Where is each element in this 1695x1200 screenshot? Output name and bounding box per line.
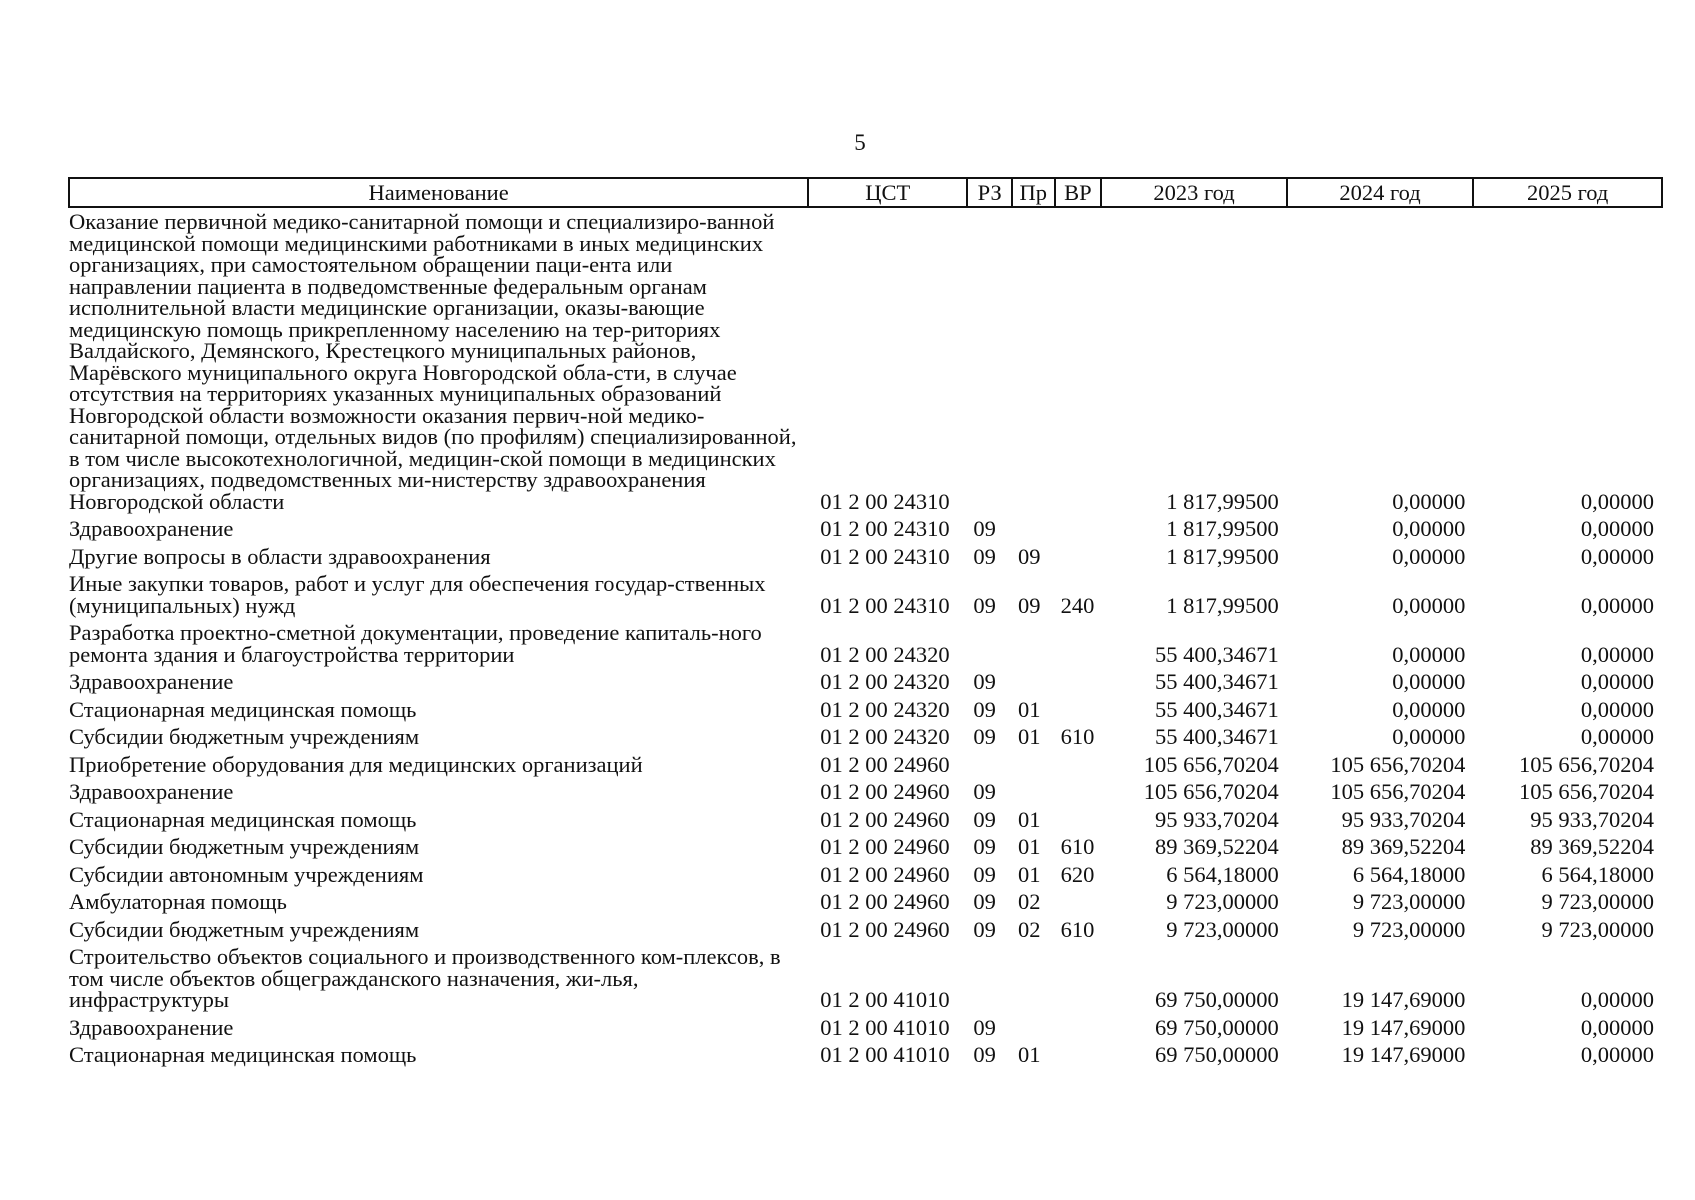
row-value-2025: 6 564,18000	[1541, 861, 1654, 887]
budget-table	[68, 177, 1663, 1069]
row-vr	[1055, 515, 1102, 543]
row-value-2024: 0,00000	[1392, 516, 1466, 541]
row-rz	[967, 619, 1012, 668]
row-vr	[1055, 778, 1102, 806]
row-rz: 09	[973, 543, 996, 569]
table-row	[69, 778, 1662, 806]
table-row	[69, 723, 1662, 751]
row-pr	[1012, 668, 1055, 696]
row-vr	[1055, 619, 1102, 668]
table-body	[69, 207, 1662, 1069]
row-name: Субсидии бюджетным учреждениям	[69, 916, 420, 942]
row-rz: 09	[973, 806, 996, 832]
row-value-2023: 105 656,70204	[1143, 779, 1279, 804]
row-cst: 01 2 00 24320	[820, 696, 950, 722]
row-value-2024: 9 723,00000	[1352, 889, 1466, 914]
row-cst: 01 2 00 24960	[820, 861, 950, 887]
row-value-2024: 0,00000	[1392, 592, 1466, 618]
row-value-2024: 0,00000	[1392, 669, 1466, 694]
row-vr	[1055, 751, 1102, 779]
row-cst: 01 2 00 24310	[820, 488, 950, 514]
row-cst: 01 2 00 24960	[820, 806, 950, 832]
row-vr	[1055, 806, 1102, 834]
row-vr	[1055, 888, 1102, 916]
row-cst: 01 2 00 24310	[820, 516, 950, 541]
row-value-2025: 0,00000	[1580, 488, 1654, 514]
row-value-2023: 1 817,99500	[1166, 592, 1279, 618]
table-row	[69, 570, 1662, 619]
row-rz	[967, 207, 1012, 515]
row-value-2025: 0,00000	[1580, 724, 1654, 749]
row-value-2024: 19 147,69000	[1341, 1014, 1466, 1040]
row-rz: 09	[973, 779, 996, 804]
row-value-2025: 9 723,00000	[1541, 889, 1654, 914]
row-value-2024: 0,00000	[1392, 724, 1466, 749]
row-value-2024: 6 564,18000	[1352, 861, 1466, 887]
row-name: Приобретение оборудования для медицинских организаций	[69, 751, 643, 777]
row-pr	[1012, 751, 1055, 779]
row-value-2023: 105 656,70204	[1143, 751, 1279, 777]
header-name: Наименование	[69, 178, 808, 207]
row-vr	[1055, 668, 1102, 696]
row-name: Здравоохранение	[69, 516, 234, 541]
row-value-2024: 105 656,70204	[1330, 779, 1466, 804]
header-row	[69, 178, 1662, 207]
row-value-2025: 0,00000	[1580, 641, 1654, 667]
row-name: Стационарная медицинская помощь	[69, 1042, 417, 1067]
table-row	[69, 207, 1662, 515]
row-rz: 09	[973, 916, 996, 942]
row-value-2024: 19 147,69000	[1341, 1042, 1466, 1067]
table-row	[69, 696, 1662, 724]
row-name: Здравоохранение	[69, 779, 234, 804]
row-pr: 01	[1018, 696, 1041, 722]
row-value-2025: 89 369,52204	[1530, 834, 1654, 859]
row-cst: 01 2 00 24960	[820, 779, 950, 804]
row-rz: 09	[973, 516, 996, 541]
row-value-2023: 69 750,00000	[1155, 987, 1279, 1012]
row-value-2025: 0,00000	[1580, 592, 1654, 618]
row-value-2024: 105 656,70204	[1330, 751, 1466, 777]
row-rz	[967, 751, 1012, 779]
row-vr: 240	[1060, 592, 1095, 618]
row-pr: 09	[1018, 543, 1041, 569]
table-row	[69, 916, 1662, 944]
row-rz: 09	[973, 861, 996, 887]
row-value-2023: 69 750,00000	[1155, 1014, 1279, 1040]
row-pr: 01	[1018, 724, 1041, 749]
row-value-2024: 89 369,52204	[1341, 834, 1466, 859]
row-vr	[1055, 696, 1102, 724]
row-rz: 09	[973, 592, 996, 618]
row-value-2024: 9 723,00000	[1352, 916, 1466, 942]
row-value-2025: 0,00000	[1580, 669, 1654, 694]
row-value-2023: 69 750,00000	[1155, 1042, 1279, 1067]
row-pr: 02	[1018, 889, 1041, 914]
row-value-2023: 55 400,34671	[1155, 724, 1279, 749]
row-vr	[1055, 207, 1102, 515]
row-value-2024: 95 933,70204	[1341, 806, 1466, 832]
row-pr: 01	[1018, 1042, 1041, 1067]
row-pr	[1012, 619, 1055, 668]
row-name: Субсидии бюджетным учреждениям	[69, 724, 420, 749]
row-value-2023: 9 723,00000	[1166, 916, 1279, 942]
row-name: Субсидии автономным учреждениям	[69, 861, 424, 887]
header-2025: 2025 год	[1473, 178, 1662, 207]
table-row	[69, 888, 1662, 916]
row-pr: 01	[1018, 806, 1041, 832]
row-rz: 09	[973, 889, 996, 914]
row-name: Строительство объектов социального и производственного ком-плексов, в том числе объектов общегражданского назначения, жи-лья, инфраструктуры	[69, 944, 781, 1012]
row-rz: 09	[973, 696, 996, 722]
row-value-2023: 55 400,34671	[1155, 696, 1279, 722]
row-value-2023: 1 817,99500	[1166, 488, 1279, 514]
row-cst: 01 2 00 24960	[820, 916, 950, 942]
table-row	[69, 543, 1662, 571]
row-name: Другие вопросы в области здравоохранения	[69, 543, 491, 569]
row-value-2025: 105 656,70204	[1519, 751, 1654, 777]
row-value-2025: 95 933,70204	[1530, 806, 1654, 832]
row-value-2023: 1 817,99500	[1166, 516, 1279, 541]
row-rz: 09	[973, 1042, 996, 1067]
row-value-2025: 0,00000	[1580, 543, 1654, 569]
table-row	[69, 751, 1662, 779]
row-cst: 01 2 00 24310	[820, 543, 950, 569]
row-vr	[1055, 943, 1102, 1014]
row-pr: 09	[1018, 592, 1041, 618]
row-value-2023: 6 564,18000	[1166, 861, 1279, 887]
row-name: Здравоохранение	[69, 669, 234, 694]
row-value-2025: 9 723,00000	[1541, 916, 1654, 942]
header-cst: ЦСТ	[808, 178, 967, 207]
row-vr	[1055, 543, 1102, 571]
row-cst: 01 2 00 24320	[820, 641, 950, 667]
row-value-2024: 0,00000	[1392, 641, 1466, 667]
row-cst: 01 2 00 41010	[820, 1042, 950, 1067]
table-row	[69, 1014, 1662, 1042]
row-value-2025: 0,00000	[1580, 696, 1654, 722]
row-name: Здравоохранение	[69, 1014, 234, 1040]
row-name: Иные закупки товаров, работ и услуг для обеспечения государ-ственных (муниципальных) нужд	[69, 571, 766, 618]
row-value-2025: 0,00000	[1580, 1042, 1654, 1067]
row-value-2024: 0,00000	[1392, 488, 1466, 514]
row-pr: 01	[1018, 834, 1041, 859]
row-vr	[1055, 1041, 1102, 1069]
row-vr: 610	[1060, 834, 1095, 859]
row-name: Оказание первичной медико-санитарной помощи и специализиро-ванной медицинской помощи медицинскими работниками в иных медицинских организациях, при самостоятельном обращении паци-ента или направлении пациента в подведомственные федеральным органам исполнительной власти медицинские организации, оказы-вающие медицинскую помощь прикрепленному населению на тер-риториях Валдайского, Демянского, Крестецкого муниципальных районов, Марёвского муниципального округа Новгородской обла-сти, в случае отсутствия на территориях указанных муниципальных образований Новгородской области возможности оказания первич-ной медико-санитарной помощи, отдельных видов (по профилям) специализированной, в том числе высокотехнологичной, медицин-ской помощи в медицинских организациях, подведомственных ми-нистерству здравоохранения Новгородской области	[69, 209, 797, 514]
row-value-2023: 95 933,70204	[1155, 806, 1279, 832]
row-cst: 01 2 00 41010	[820, 987, 950, 1012]
header-vr: ВР	[1055, 178, 1102, 207]
row-cst: 01 2 00 24960	[820, 751, 950, 777]
table-row	[69, 619, 1662, 668]
row-rz: 09	[973, 669, 996, 694]
row-name: Стационарная медицинская помощь	[69, 806, 417, 832]
row-pr	[1012, 778, 1055, 806]
row-vr: 620	[1060, 861, 1095, 887]
page-number: 5	[854, 130, 866, 155]
row-vr: 610	[1060, 916, 1095, 942]
row-pr	[1012, 1014, 1055, 1042]
row-cst: 01 2 00 24310	[820, 592, 950, 618]
row-vr: 610	[1060, 724, 1095, 749]
row-value-2023: 9 723,00000	[1166, 889, 1279, 914]
row-name: Стационарная медицинская помощь	[69, 696, 417, 722]
table-row	[69, 1041, 1662, 1069]
header-pr: Пр	[1012, 178, 1055, 207]
row-value-2025: 105 656,70204	[1519, 779, 1654, 804]
row-value-2025: 0,00000	[1580, 987, 1654, 1012]
row-value-2023: 89 369,52204	[1155, 834, 1279, 859]
row-rz	[967, 943, 1012, 1014]
table-row	[69, 861, 1662, 889]
row-rz: 09	[973, 724, 996, 749]
row-pr	[1012, 943, 1055, 1014]
row-value-2023: 1 817,99500	[1166, 543, 1279, 569]
row-cst: 01 2 00 24960	[820, 834, 950, 859]
row-rz: 09	[973, 834, 996, 859]
row-value-2023: 55 400,34671	[1155, 641, 1279, 667]
row-rz: 09	[973, 1014, 996, 1040]
row-name: Субсидии бюджетным учреждениям	[69, 834, 420, 859]
row-cst: 01 2 00 24960	[820, 889, 950, 914]
table-row	[69, 943, 1662, 1014]
table-row	[69, 668, 1662, 696]
header-rz: РЗ	[967, 178, 1012, 207]
row-cst: 01 2 00 41010	[820, 1014, 950, 1040]
row-name: Амбулаторная помощь	[69, 889, 287, 914]
table-row	[69, 833, 1662, 861]
row-pr	[1012, 207, 1055, 515]
header-2023: 2023 год	[1101, 178, 1287, 207]
table-row	[69, 806, 1662, 834]
row-name: Разработка проектно-сметной документации, проведение капиталь-ного ремонта здания и благоустройства территории	[69, 620, 762, 667]
row-value-2025: 0,00000	[1580, 1014, 1654, 1040]
row-value-2024: 19 147,69000	[1341, 987, 1466, 1012]
row-pr	[1012, 515, 1055, 543]
row-cst: 01 2 00 24320	[820, 724, 950, 749]
row-vr	[1055, 1014, 1102, 1042]
row-pr: 01	[1018, 861, 1041, 887]
row-cst: 01 2 00 24320	[820, 669, 950, 694]
row-value-2025: 0,00000	[1580, 516, 1654, 541]
header-2024: 2024 год	[1287, 178, 1474, 207]
row-value-2024: 0,00000	[1392, 696, 1466, 722]
row-pr: 02	[1018, 916, 1041, 942]
row-value-2023: 55 400,34671	[1155, 669, 1279, 694]
row-value-2024: 0,00000	[1392, 543, 1466, 569]
table-row	[69, 515, 1662, 543]
